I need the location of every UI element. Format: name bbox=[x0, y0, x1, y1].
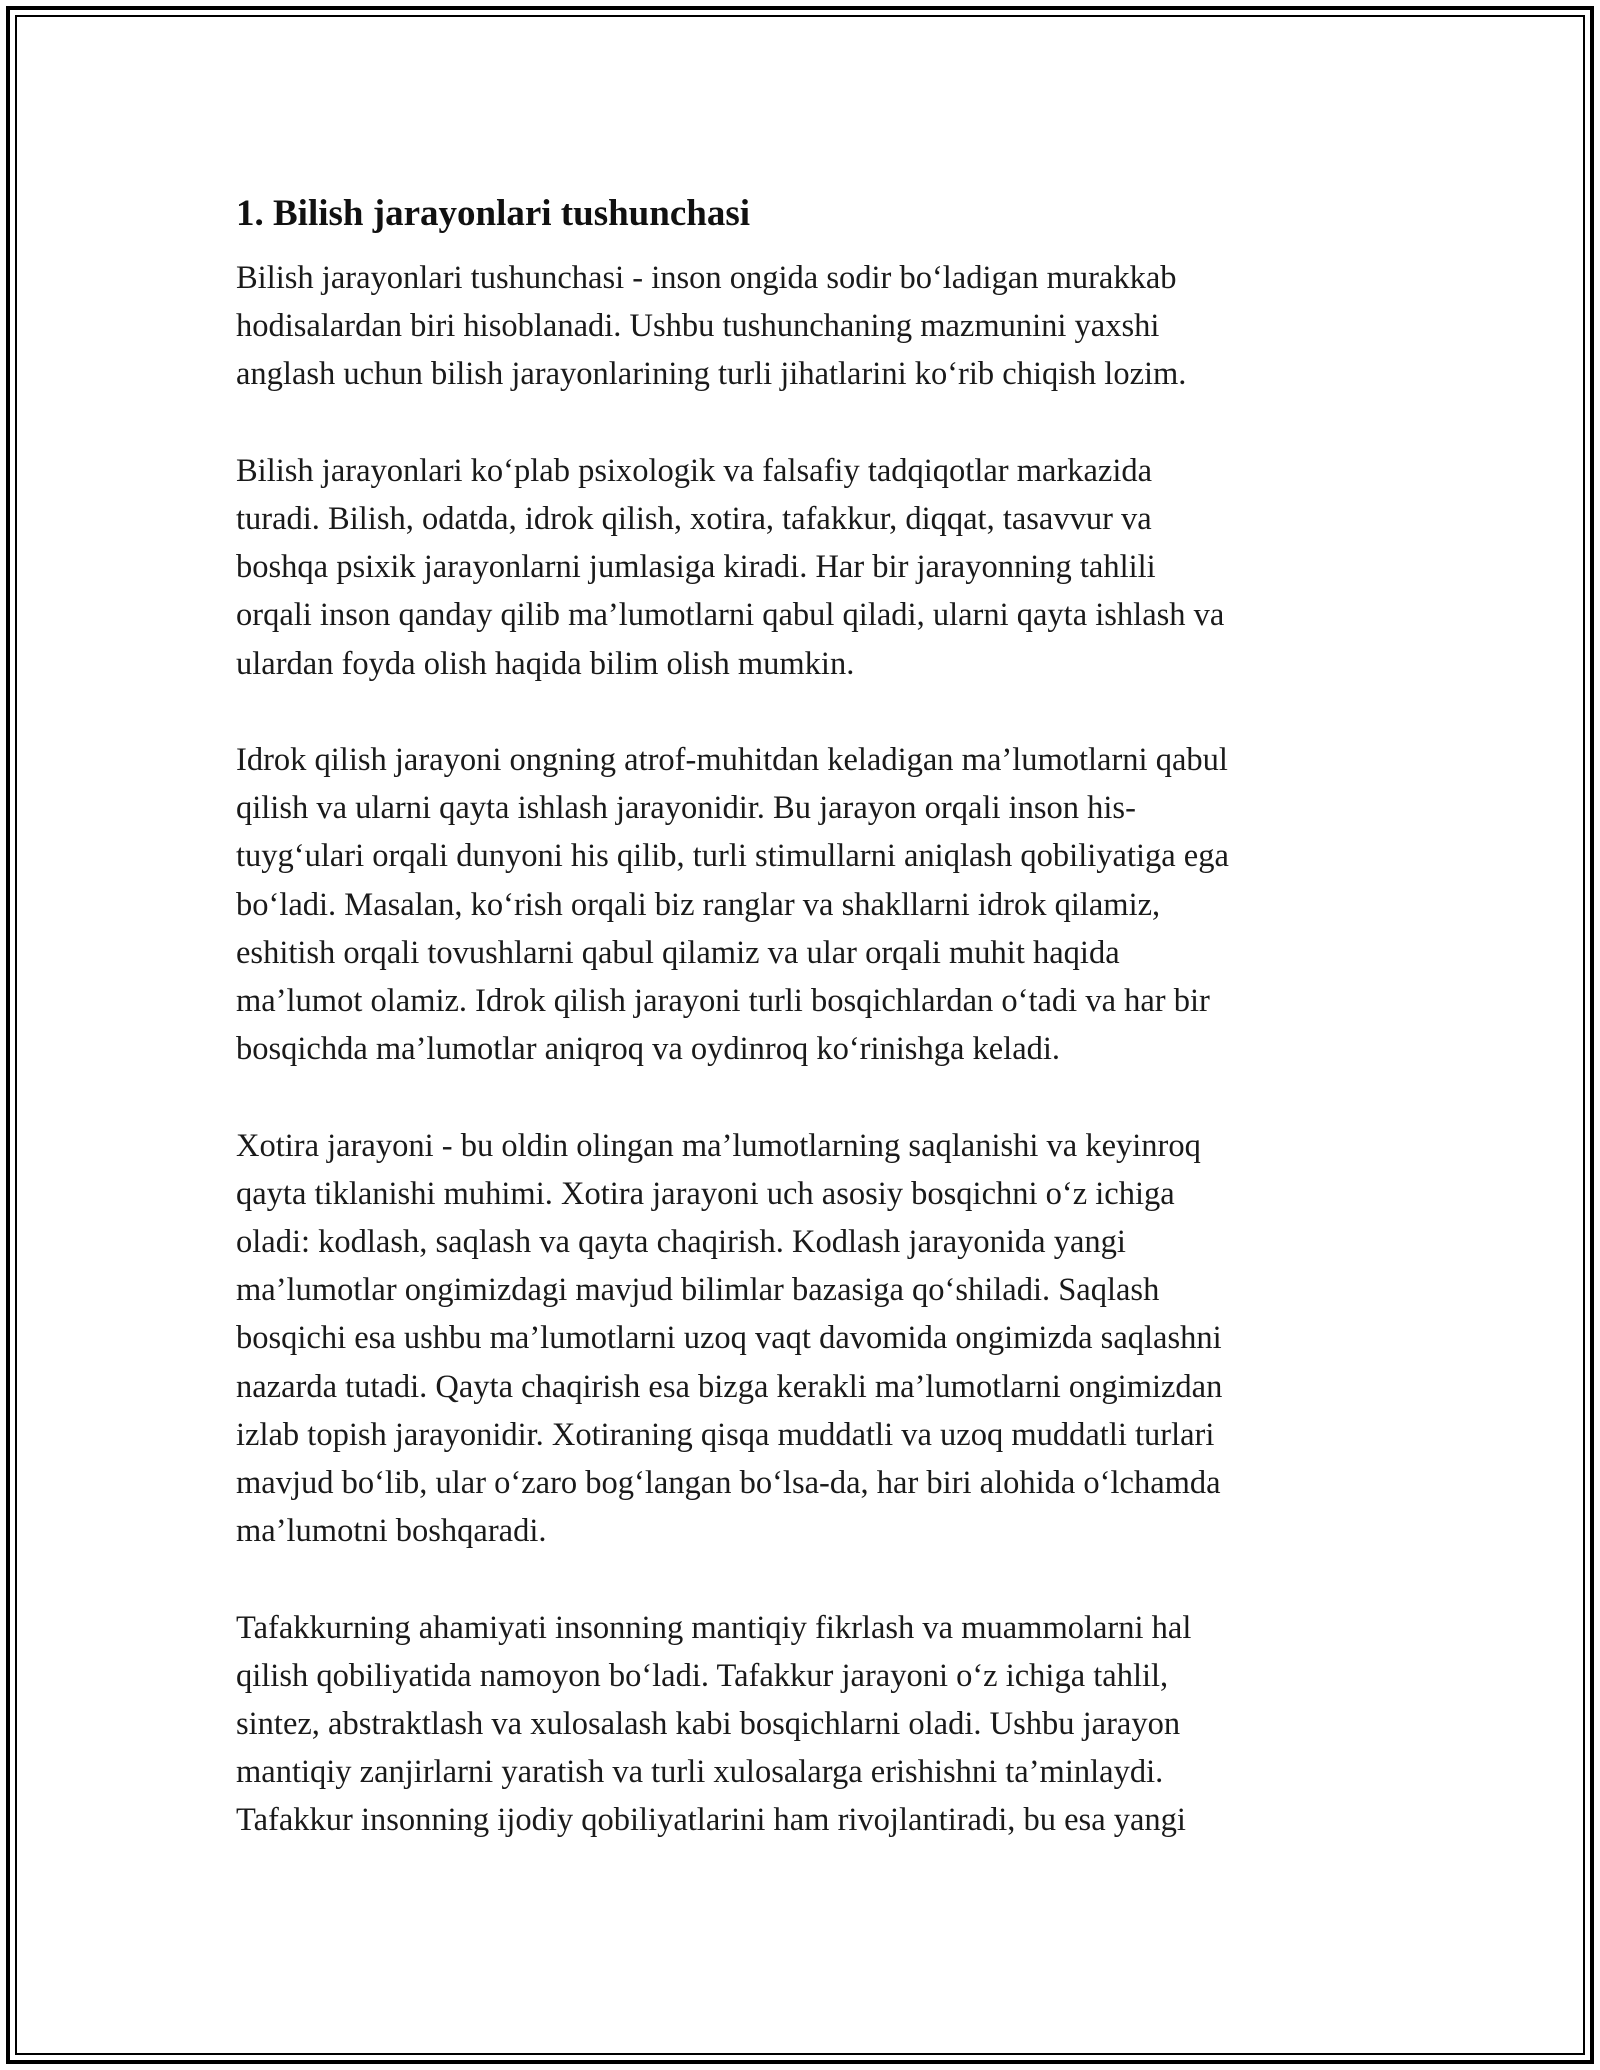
paragraph-line: turadi. Bilish, odatda, idrok qilish, xotira, tafakkur, diqqat, tasavvur va bbox=[236, 501, 1152, 537]
paragraph-line: Idrok qilish jarayoni ongning atrof-muhitdan keladigan ma’lumotlarni qabul bbox=[236, 742, 1228, 778]
paragraph-line: ma’lumotni boshqaradi. bbox=[236, 1513, 547, 1550]
paragraph-line: Tafakkurning ahamiyati insonning mantiqiy fikrlash va muammolarni hal bbox=[236, 1609, 1192, 1646]
paragraph-5 bbox=[236, 1604, 1366, 1845]
paragraph-line: tuyg‘ulari orqali dunyoni his qilib, turli stimullarni aniqlash qobiliyatiga ega bbox=[236, 838, 1229, 875]
paragraph-line: qilish qobiliyatida namoyon bo‘ladi. Tafakkur jarayoni o‘z ichiga tahlil, bbox=[236, 1657, 1169, 1694]
paragraph-line: nazarda tutadi. Qayta chaqirish esa bizga kerakli ma’lumotlarni ongimizdan bbox=[236, 1368, 1223, 1405]
paragraph-line: Xotira jarayoni - bu oldin olingan ma’lumotlarning saqlanishi va keyinroq bbox=[236, 1127, 1201, 1164]
paragraph-3 bbox=[236, 736, 1366, 1073]
paragraph-line: orqali inson qanday qilib ma’lumotlarni qabul qiladi, ularni qayta ishlash va bbox=[236, 597, 1225, 634]
paragraph-line: mantiqiy zanjirlarni yaratish va turli xulosalarga erishishni ta’minlaydi. bbox=[236, 1754, 1164, 1791]
section-heading: 1. Bilish jarayonlari tushunchasi bbox=[236, 193, 751, 234]
document-body bbox=[236, 188, 1366, 1893]
paragraph-line: bo‘ladi. Masalan, ko‘rish orqali biz ranglar va shakllarni idrok qilamiz, bbox=[236, 886, 1161, 923]
paragraph-4 bbox=[236, 1122, 1366, 1556]
paragraph-line: qayta tiklanishi muhimi. Xotira jarayoni uch asosiy bosqichni o‘z ichiga bbox=[236, 1175, 1175, 1212]
paragraph-line: Tafakkur insonning ijodiy qobiliyatlarini ham rivojlantiradi, bu esa yangi bbox=[236, 1802, 1186, 1839]
paragraph-line: ma’lumot olamiz. Idrok qilish jarayoni turli bosqichlardan o‘tadi va har bir bbox=[236, 983, 1210, 1020]
paragraph-line: eshitish orqali tovushlarni qabul qilamiz va ular orqali muhit haqida bbox=[236, 934, 1120, 971]
paragraph-line: sintez, abstraktlash va xulosalash kabi bosqichlarni oladi. Ushbu jarayon bbox=[236, 1706, 1181, 1743]
paragraph-line: mavjud bo‘lib, ular o‘zaro bog‘langan bo‘lsa-da, har biri alohida o‘lchamda bbox=[236, 1465, 1221, 1502]
paragraph-line: hodisalardan biri hisoblanadi. Ushbu tushunchaning mazmunini yaxshi bbox=[236, 308, 1160, 345]
paragraph-line: bosqichi esa ushbu ma’lumotlarni uzoq vaqt davomida ongimizda saqlashni bbox=[236, 1320, 1222, 1357]
paragraph-list bbox=[236, 254, 1366, 1845]
paragraph-line: bosqichda ma’lumotlar aniqroq va oydinroq ko‘rinishga keladi. bbox=[236, 1031, 1061, 1068]
paragraph-line: qilish va ularni qayta ishlash jarayonidir. Bu jarayon orqali inson his- bbox=[236, 790, 1136, 827]
paragraph-line: ulardan foyda olish haqida bilim olish mumkin. bbox=[236, 645, 855, 682]
paragraph-line: Bilish jarayonlari ko‘plab psixologik va falsafiy tadqiqotlar markazida bbox=[236, 452, 1153, 489]
paragraph-line: oladi: kodlash, saqlash va qayta chaqirish. Kodlash jarayonida yangi bbox=[236, 1224, 1126, 1261]
paragraph-line: anglash uchun bilish jarayonlarining turli jihatlarini ko‘rib chiqish lozim. bbox=[236, 356, 1187, 393]
paragraph-line: Bilish jarayonlari tushunchasi - inson ongida sodir bo‘ladigan murakkab bbox=[236, 260, 1177, 296]
paragraph-line: ma’lumotlar ongimizdagi mavjud bilimlar bazasiga qo‘shiladi. Saqlash bbox=[236, 1272, 1160, 1309]
paragraph-2 bbox=[236, 447, 1366, 688]
paragraph-1 bbox=[236, 254, 1366, 399]
paragraph-line: izlab topish jarayonidir. Xotiraning qisqa muddatli va uzoq muddatli turlari bbox=[236, 1416, 1215, 1453]
paragraph-line: boshqa psixik jarayonlarni jumlasiga kiradi. Har bir jarayonning tahlili bbox=[236, 549, 1156, 586]
